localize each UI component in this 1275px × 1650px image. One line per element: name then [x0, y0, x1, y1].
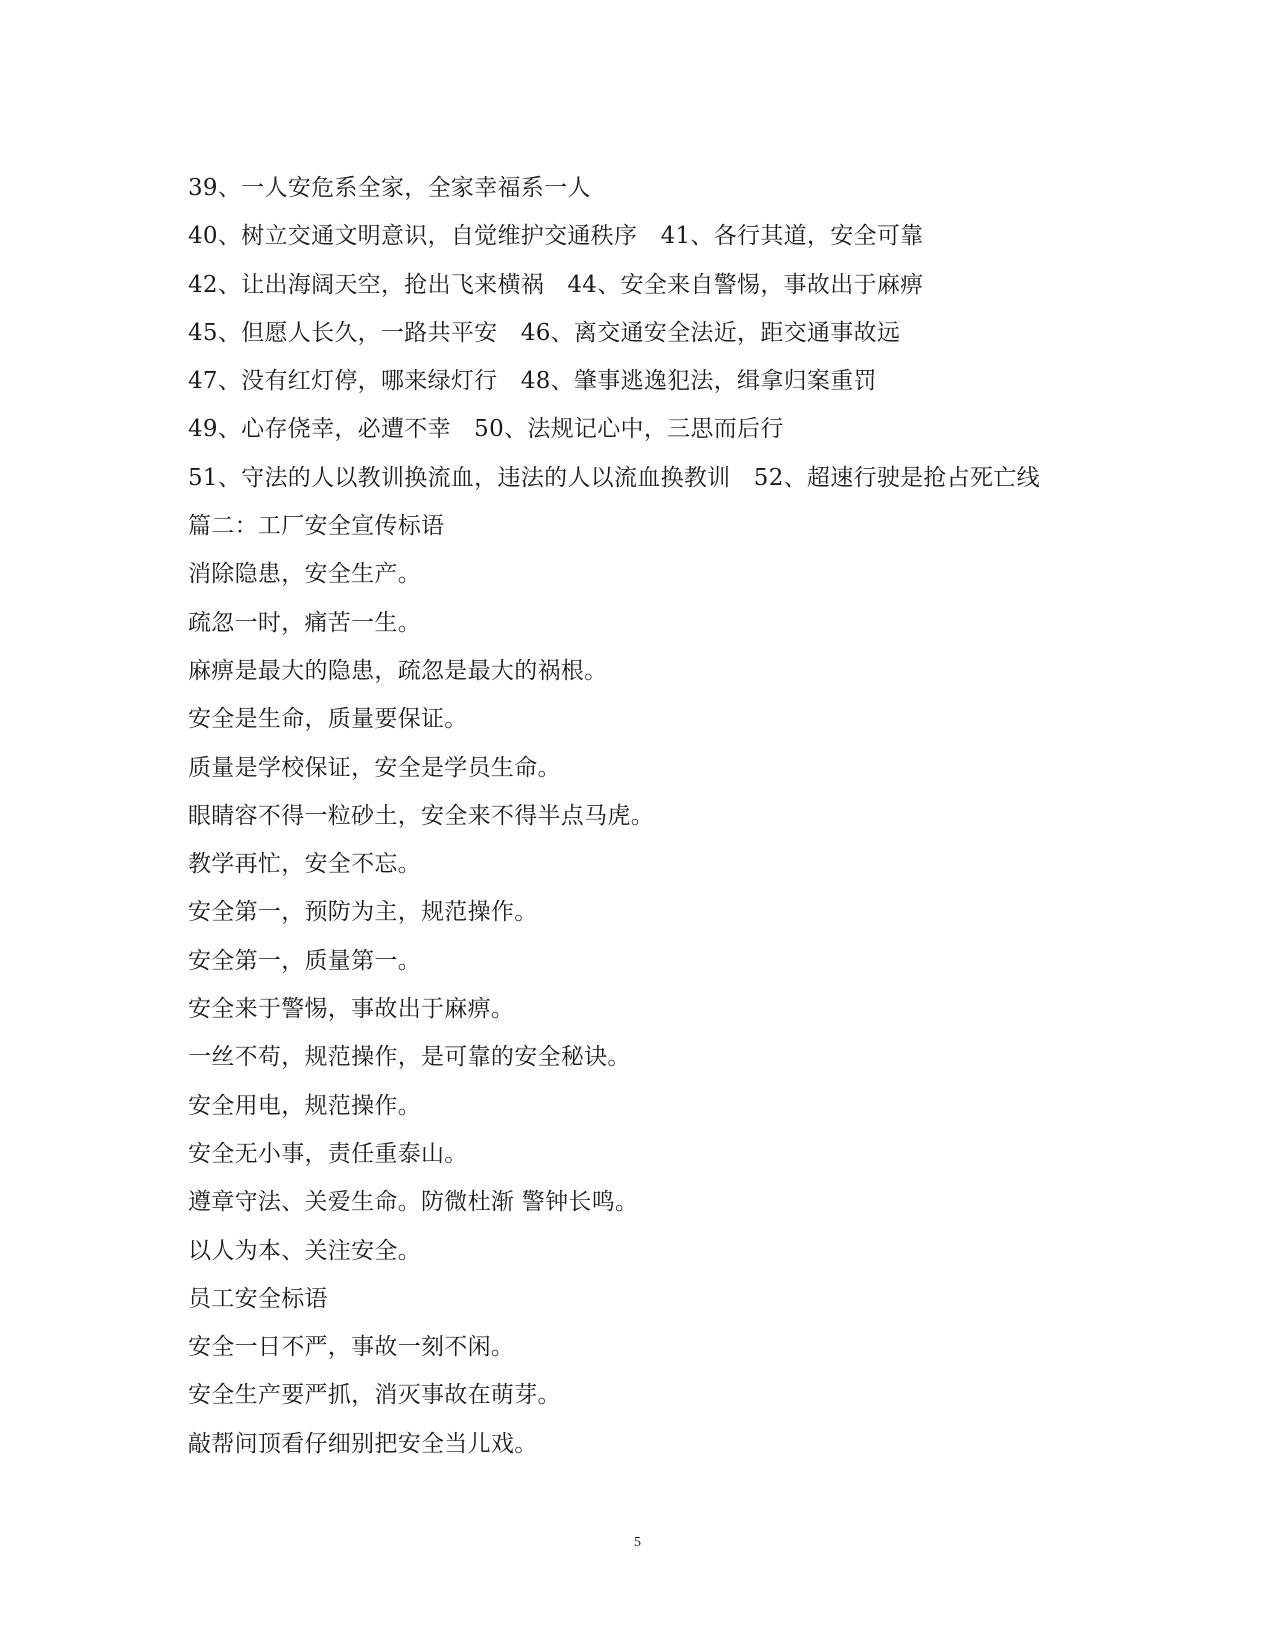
text-line: 安全第一，质量第一。 [188, 947, 421, 974]
text-line: 安全是生命，质量要保证。 [188, 706, 468, 733]
text-line: 教学再忙，安全不忘。 [188, 851, 421, 878]
text-line: 51、守法的人以教训换流血，违法的人以流血换教训 52、超速行驶是抢占死亡线 [188, 464, 1040, 491]
text-line: 安全来于警惕，事故出于麻痹。 [188, 996, 515, 1023]
text-line: 眼睛容不得一粒砂土，安全来不得半点马虎。 [188, 802, 654, 829]
text-line: 消除隐患，安全生产。 [188, 561, 421, 588]
text-line: 40、树立交通文明意识，自觉维护交通秩序 41、各行其道，安全可靠 [188, 223, 924, 250]
text-line: 麻痹是最大的隐患，疏忽是最大的祸根。 [188, 657, 608, 684]
text-line: 安全用电，规范操作。 [188, 1092, 421, 1119]
text-line: 遵章守法、关爱生命。防微杜渐 警钟长鸣。 [188, 1189, 639, 1216]
text-line: 敲帮问顶看仔细别把安全当儿戏。 [188, 1430, 538, 1457]
section-heading: 篇二：工厂安全宣传标语 [188, 513, 445, 540]
text-line: 47、没有红灯停，哪来绿灯行 48、肇事逃逸犯法，缉拿归案重罚 [188, 368, 877, 395]
slogan-list [188, 164, 1188, 1468]
text-line: 安全生产要严抓，消灭事故在萌芽。 [188, 1382, 561, 1409]
text-line: 42、让出海阔天空，抢出飞来横祸 44、安全来自警惕，事故出于麻痹 [188, 271, 924, 298]
text-line: 安全无小事，责任重泰山。 [188, 1140, 468, 1167]
text-line: 39、一人安危系全家，全家幸福系一人 [188, 175, 591, 201]
text-line: 安全第一，预防为主，规范操作。 [188, 899, 538, 926]
text-line: 一丝不苟，规范操作，是可靠的安全秘诀。 [188, 1044, 631, 1071]
text-line: 疏忽一时，痛苦一生。 [188, 609, 421, 636]
text-line: 45、但愿人长久，一路共平安 46、离交通安全法近，距交通事故远 [188, 319, 901, 346]
text-line: 49、心存侥幸，必遭不幸 50、法规记心中，三思而后行 [188, 416, 784, 443]
text-line: 安全一日不严，事故一刻不闲。 [188, 1334, 515, 1361]
section-heading: 员工安全标语 [188, 1285, 328, 1312]
text-line: 以人为本、关注安全。 [188, 1237, 421, 1264]
page-number: 5 [634, 1535, 641, 1550]
text-line: 质量是学校保证，安全是学员生命。 [188, 754, 561, 781]
